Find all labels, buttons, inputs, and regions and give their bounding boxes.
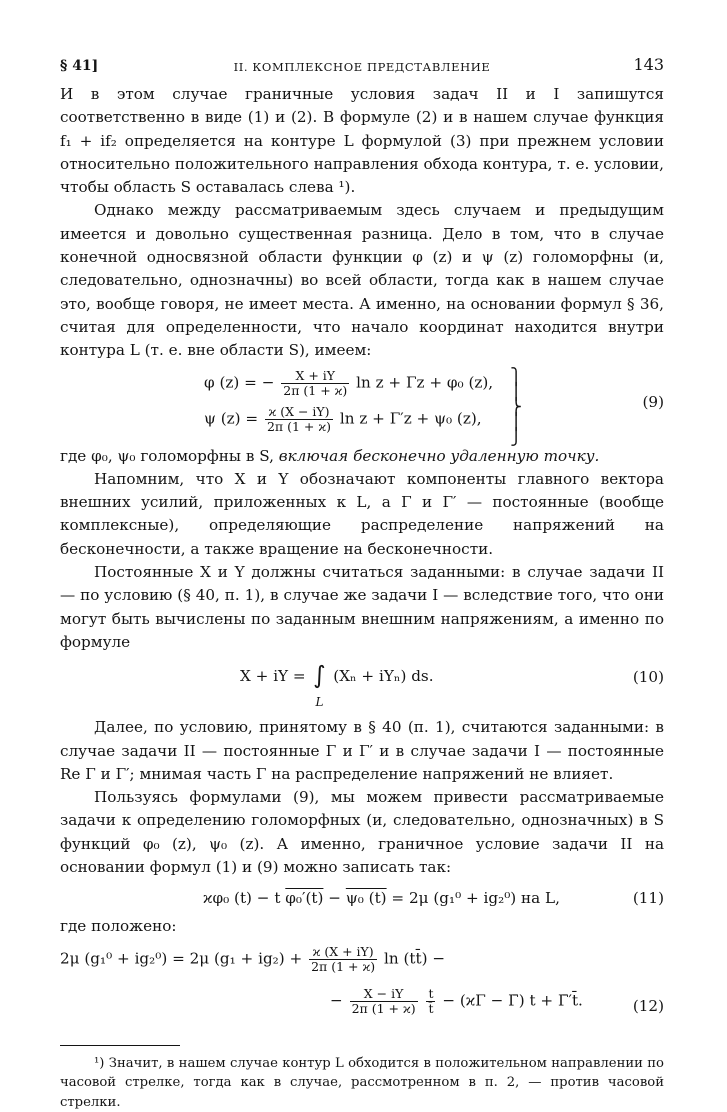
paragraph-5: Постоянные X и Y должны считаться заданными: в случае задачи II — по условию (§ 40, п. 1), в случае же задачи I — вследствие того, что они могут быть вычислены по заданным внешним напряжениям, а именно по формуле	[60, 563, 664, 651]
paragraph-1: И в этом случае граничные условия задач II и I запишутся соответственно в виде (1) и (2). В формуле (2) и в нашем случае функция f₁ + if₂ определяется на контуре L формулой (3) при прежнем условии относительно положительного направления обхода контура, т. е. условии, чтобы область S оставалась слева ¹).	[60, 85, 664, 197]
paragraph-3: где φ₀, ψ₀ голоморфны в S, включая бесконечно удаленную точку.	[60, 446, 600, 465]
equation-9-line-1: φ (z) = − $\frac{X + iY}{2\pi (1 + ϰ)}$ ln z + Γz + φ₀ (z),	[204, 367, 494, 398]
equation-number: (12)	[632, 996, 664, 1015]
paragraph-7: Пользуясь формулами (9), мы можем привести рассматриваемые задачи к определению голоморфных (и, следовательно, однозначных) в S функций φ₀ (z), ψ₀ (z). А именно, граничное условие задачи II на основании формул (1) и (9) можно записать так:	[60, 788, 664, 877]
chapter-title: II. КОМПЛЕКСНОЕ ПРЕДСТАВЛЕНИЕ	[233, 60, 491, 74]
paragraph-4: Напомним, что X и Y обозначают компоненты главного вектора внешних усилий, приложенных к L, а Γ и Γ′ — постоянные (вообще комплексные), определяющие распределение напряжений на бесконечности, а также вращение на бесконечности.	[60, 469, 664, 558]
right-brace: ⎫ ⎪ ⎬ ⎪ ⎭	[510, 366, 522, 446]
equation-number: (9)	[642, 392, 664, 411]
footnote-rule	[60, 1045, 180, 1046]
page-number: 143	[633, 55, 664, 74]
fraction: $\frac{ϰ (X + iY)}{2\pi (1 + ϰ)}$	[311, 943, 376, 974]
equation-number: (11)	[632, 889, 664, 908]
running-header	[60, 52, 664, 82]
book-page	[60, 52, 664, 1112]
fraction: $\frac{ϰ (X - iY)}{2\pi (1 + ϰ)}$	[266, 403, 332, 434]
fraction: $\frac{t}{t̄}$	[428, 985, 434, 1016]
footnote: ¹) Значит, в нашем случае контур L обходится в положительном направлении по часовой стрелке, тогда как в случае, рассмотренном в п. 2, — против часовой стрелки.	[60, 1055, 664, 1110]
fraction: $\frac{X + iY}{2\pi (1 + ϰ)}$	[283, 367, 348, 398]
fraction: $\frac{X - iY}{2\pi (1 + ϰ)}$	[351, 985, 416, 1016]
paragraph-2: Однако между рассматриваемым здесь случаем и предыдущим имеется и довольно существенная разница. Дело в том, что в случае конечной односвязной области функции φ (z) и ψ (z) голоморфны (и, следовательно, однозначны) во всей области, тогда как в нашем случае это, вообще говоря, не имеет места. А именно, на основании формул § 36, считая для определенности, что начало координат находится внутри контура L (т. е. вне области S), имеем:	[60, 201, 664, 360]
section-ref: § 41]	[60, 58, 99, 74]
equation-9-line-2: ψ (z) = $\frac{ϰ (X - iY)}{2\pi (1 + ϰ)}$ ln z + Γ′z + ψ₀ (z),	[204, 403, 482, 434]
equation-12	[60, 943, 664, 1029]
equation-12-line-2: − $\frac{X - iY}{2\pi (1 + ϰ)}$ $\frac{t}{t̄}$ − (ϰΓ − Γ̄) t + Γ̄′t̄.	[330, 985, 583, 1016]
equation-number: (10)	[632, 668, 664, 687]
equation-9	[60, 366, 664, 446]
equation-12-line-1: 2μ (g₁⁰ + ig₂⁰) = 2μ (g₁ + ig₂) + $\frac{ϰ (X + iY)}{2\pi (1 + ϰ)}$ ln (tt̄) −	[60, 943, 446, 974]
paragraph-8: где положено:	[60, 917, 177, 936]
equation-10: X + iY = ∫ L (Xₙ + iYₙ) ds. (10)	[240, 661, 664, 710]
integral-sign: ∫ L	[313, 661, 326, 710]
equation-11: ϰφ₀ (t) − t φ₀′(t) − ψ₀ (t) = 2μ (g₁⁰ + ig₂⁰) на L, (11)	[60, 881, 664, 915]
paragraph-6: Далее, по условию, принятому в § 40 (п. 1), считаются заданными: в случае задачи II — постоянные Γ и Γ′ и в случае задачи I — постоянные Re Γ и Γ′; мнимая часть Γ на распределение напряжений не влияет.	[60, 718, 664, 783]
